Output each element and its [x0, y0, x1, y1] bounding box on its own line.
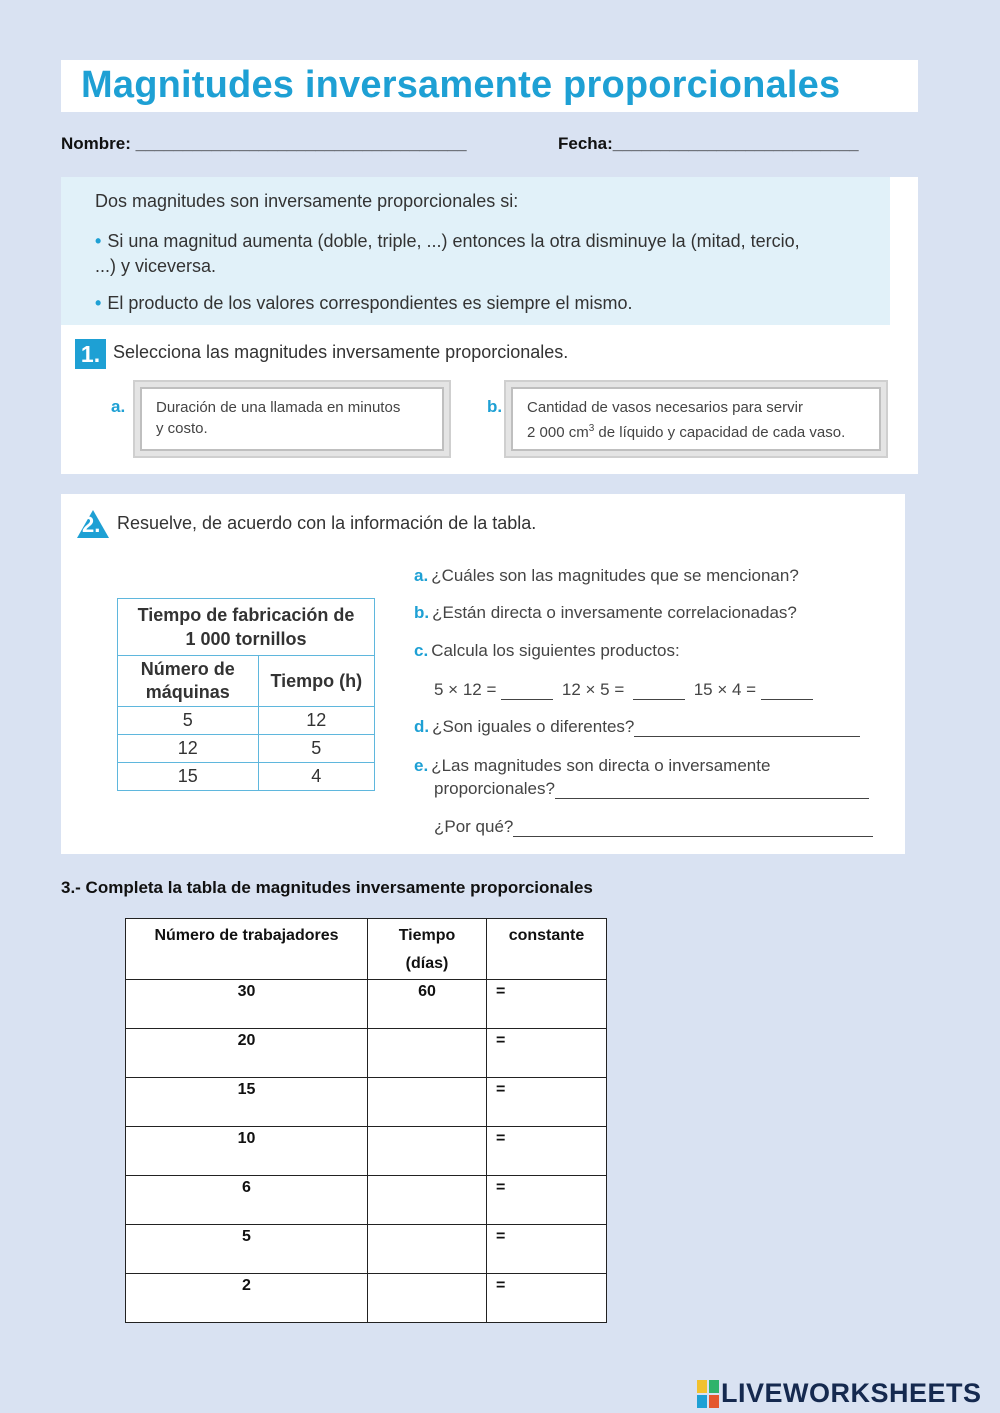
name-label: Nombre: — [61, 134, 131, 153]
table-row — [118, 707, 375, 735]
definition-bullet-2 — [95, 291, 855, 316]
workers-cell: 2 — [126, 1274, 368, 1323]
constant-cell[interactable]: = — [487, 1225, 607, 1274]
constant-cell[interactable]: = — [487, 1176, 607, 1225]
bullet-dot-icon: • — [95, 293, 102, 313]
column-time: Tiempo (h) — [258, 656, 374, 707]
date-label: Fecha: — [558, 134, 613, 153]
question-why-text: ¿Por qué? — [434, 817, 514, 836]
question-e-letter: e. — [414, 756, 429, 775]
definition-bullet-1 — [95, 229, 815, 279]
workers-cell: 30 — [126, 980, 368, 1029]
factory-table-caption — [118, 599, 375, 656]
product-3-answer[interactable] — [761, 681, 813, 700]
machines-cell: 12 — [118, 735, 259, 763]
question-d — [414, 717, 860, 737]
section-2 — [61, 494, 905, 854]
column-workers: Número de trabajadores — [126, 919, 368, 980]
constant-cell[interactable]: = — [487, 1078, 607, 1127]
workers-cell: 5 — [126, 1225, 368, 1274]
option-a-line-2: y costo. — [156, 420, 208, 437]
option-b-box[interactable] — [511, 387, 881, 451]
question-b-text: ¿Están directa o inversamente correlacionadas? — [432, 603, 797, 622]
question-c-letter: c. — [414, 641, 429, 660]
title-banner — [61, 60, 918, 112]
product-1: 5 × 12 = — [434, 680, 497, 699]
option-a-box[interactable] — [140, 387, 444, 451]
liveworksheets-logo-icon — [697, 1380, 719, 1410]
time-cell: 12 — [258, 707, 374, 735]
question-e — [414, 756, 770, 776]
workers-table — [125, 918, 607, 1323]
table-row — [118, 735, 375, 763]
question-e-text: ¿Las magnitudes son directa o inversamente — [431, 756, 771, 775]
question-why — [434, 817, 873, 837]
factory-table — [117, 598, 375, 791]
question-a — [414, 566, 799, 586]
question-a-letter: a. — [414, 566, 429, 585]
question-d-answer[interactable] — [634, 718, 860, 737]
section-1 — [61, 177, 918, 474]
days-cell[interactable] — [368, 1078, 487, 1127]
question-c — [414, 641, 680, 661]
name-field[interactable] — [61, 134, 467, 154]
product-2-answer[interactable] — [633, 681, 685, 700]
definition-box — [61, 177, 890, 325]
option-b-line-2 — [527, 418, 865, 443]
days-cell[interactable] — [368, 1127, 487, 1176]
exercise-2-instruction: Resuelve, de acuerdo con la información de la tabla. — [117, 513, 537, 533]
question-e-text-2: proporcionales? — [434, 779, 555, 798]
exercise-2-number — [75, 508, 111, 538]
col1-line-2: máquinas — [145, 682, 230, 702]
column-constant: constante — [487, 919, 607, 980]
table-row — [126, 980, 607, 1029]
time-cell: 5 — [258, 735, 374, 763]
products-row — [434, 680, 813, 700]
date-line[interactable]: __________________________ — [612, 134, 859, 153]
workers-cell: 15 — [126, 1078, 368, 1127]
exercise-3-title: 3.- Completa la tabla de magnitudes inversamente proporcionales — [61, 878, 593, 897]
question-b-letter: b. — [414, 603, 430, 622]
workers-cell: 6 — [126, 1176, 368, 1225]
logo-text: LIVEWORKSHEETS — [721, 1378, 982, 1408]
bullet-dot-icon: • — [95, 231, 102, 251]
exercise-1-number: 1. — [75, 339, 106, 369]
caption-line-2: 1 000 tornillos — [185, 629, 307, 649]
table-row — [126, 1225, 607, 1274]
column-days — [368, 919, 487, 980]
option-b-volume: 2 000 cm — [527, 424, 589, 441]
column-days-line-1: Tiempo — [398, 927, 456, 944]
question-e-answer[interactable] — [555, 780, 869, 799]
question-why-answer[interactable] — [513, 818, 873, 837]
date-field[interactable] — [558, 134, 859, 154]
page-title: Magnitudes inversamente proporcionales — [81, 64, 841, 106]
constant-cell[interactable]: = — [487, 1029, 607, 1078]
days-cell[interactable] — [368, 1274, 487, 1323]
option-b-line-2-rest: de líquido y capacidad de cada vaso. — [594, 424, 846, 441]
table-row — [118, 763, 375, 791]
option-b-letter: b. — [487, 397, 503, 416]
product-1-answer[interactable] — [501, 681, 553, 700]
question-d-letter: d. — [414, 717, 430, 736]
column-days-line-2: (días) — [405, 955, 449, 972]
table-row — [126, 1029, 607, 1078]
machines-cell: 15 — [118, 763, 259, 791]
table-row — [126, 1274, 607, 1323]
option-b-exponent: 3 — [588, 423, 595, 434]
bullet-2-text: El producto de los valores correspondientes es siempre el mismo. — [107, 293, 633, 313]
question-a-text: ¿Cuáles son las magnitudes que se mencionan? — [431, 566, 799, 585]
days-cell[interactable]: 60 — [368, 980, 487, 1029]
option-a-letter: a. — [111, 397, 126, 416]
column-machines — [118, 656, 259, 707]
constant-cell[interactable]: = — [487, 1274, 607, 1323]
time-cell: 4 — [258, 763, 374, 791]
days-cell[interactable] — [368, 1176, 487, 1225]
constant-cell[interactable]: = — [487, 980, 607, 1029]
product-2: 12 × 5 = — [561, 680, 625, 699]
workers-cell: 10 — [126, 1127, 368, 1176]
workers-cell: 20 — [126, 1029, 368, 1078]
bullet-1-text: Si una magnitud aumenta (doble, triple, ...) entonces la otra disminuye la (mitad, tercio, ...) y viceversa. — [95, 231, 800, 276]
question-e-line-2 — [434, 779, 869, 799]
name-line[interactable]: ___________________________________ — [135, 134, 467, 153]
table-row — [126, 1127, 607, 1176]
option-a-line-1: Duración de una llamada en minutos — [156, 399, 401, 416]
definition-intro: Dos magnitudes son inversamente proporcionales si: — [95, 191, 519, 211]
machines-cell: 5 — [118, 707, 259, 735]
question-d-text: ¿Son iguales o diferentes? — [432, 717, 635, 736]
caption-line-1: Tiempo de fabricación de — [137, 605, 355, 625]
question-b — [414, 603, 797, 623]
days-cell[interactable] — [368, 1225, 487, 1274]
table-row — [126, 1078, 607, 1127]
col1-line-1: Número de — [140, 659, 235, 679]
constant-cell[interactable]: = — [487, 1127, 607, 1176]
exercise-1-instruction: Selecciona las magnitudes inversamente proporcionales. — [113, 342, 569, 362]
days-cell[interactable] — [368, 1029, 487, 1078]
question-c-text: Calcula los siguientes productos: — [431, 641, 680, 660]
product-3: 15 × 4 = — [693, 680, 757, 699]
exercise-2-number-text: 2. — [82, 512, 101, 537]
option-b-line-1: Cantidad de vasos necesarios para servir — [527, 399, 803, 416]
table-row — [126, 1176, 607, 1225]
